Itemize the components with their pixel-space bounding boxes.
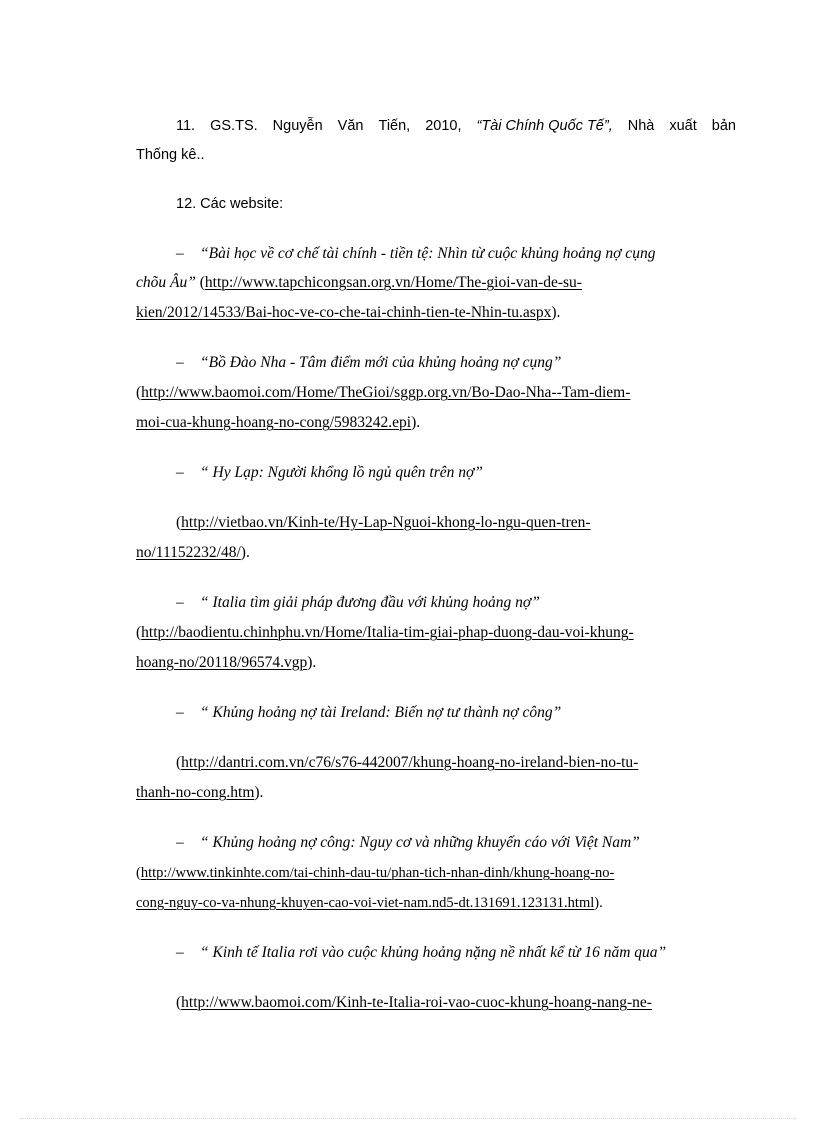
ref-11-line2: Thống kê.. xyxy=(136,147,205,163)
ref-item-title: – “ Kinh tế Italia rơi vào cuộc khủng hoảng nặng nề nhất kể từ 16 năm qua” xyxy=(176,944,667,961)
ref-item-line: (http://dantri.com.vn/c76/s76-442007/khung-hoang-no-ireland-bien-no-tu- xyxy=(176,754,639,771)
ref-item-title: – “ Khủng hoảng nợ công: Nguy cơ và những khuyến cáo với Việt Nam” xyxy=(176,834,640,851)
page-bottom-divider xyxy=(20,1118,796,1119)
ref-item-line: moi-cua-khung-hoang-no-cong/5983242.epi). xyxy=(136,414,421,431)
ref-author-name: Văn xyxy=(337,118,364,134)
dash-bullet: – xyxy=(176,834,184,851)
ref-12-heading: 12. Các website: xyxy=(176,196,284,212)
ref-item-title: – “ Italia tìm giải pháp đương đầu với khủng hoảng nợ” xyxy=(176,594,540,611)
ref-item-line: cong-nguy-co-va-nhung-khuyen-cao-voi-viet-nam.nd5-dt.131691.123131.html). xyxy=(136,895,603,911)
ref-item-title: – “ Hy Lạp: Người khổng lồ ngủ quên trên nợ” xyxy=(176,464,483,481)
ref-number: 11. xyxy=(176,118,196,134)
ref-item-line: (http://baodientu.chinhphu.vn/Home/Italia-tim-giai-phap-duong-dau-voi-khung- xyxy=(136,624,634,641)
ref-url-link[interactable]: http://www.baomoi.com/Kinh-te-Italia-roi-vao-cuoc-khung-hoang-nang-ne- xyxy=(181,994,652,1011)
dash-bullet: – xyxy=(176,944,184,961)
ref-publisher: Nhà xyxy=(627,118,655,134)
ref-item-title: – “Bồ Đào Nha - Tâm điểm mới của khủng hoảng nợ cụng” xyxy=(176,354,562,371)
ref-item-title-cont: chõu Âu” xyxy=(136,274,196,291)
ref-item-line: (http://www.tinkinhte.com/tai-chinh-dau-tu/phan-tich-nhan-dinh/khung-hoang-no- xyxy=(136,865,615,881)
ref-url-link[interactable]: moi-cua-khung-hoang-no-cong/5983242.epi xyxy=(136,414,412,431)
dash-bullet: – xyxy=(176,354,184,371)
ref-publisher: xuất xyxy=(669,118,697,134)
dash-bullet: – xyxy=(176,245,184,262)
ref-item-line: chõu Âu” (http://www.tapchicongsan.org.vn/Home/The-gioi-van-de-su- xyxy=(136,274,582,291)
ref-url-link[interactable]: no/11152232/48/ xyxy=(136,544,241,561)
ref-url-link[interactable]: http://www.tapchicongsan.org.vn/Home/The-gioi-van-de-su- xyxy=(204,274,582,291)
ref-item-line: kien/2012/14533/Bai-hoc-ve-co-che-tai-chinh-tien-te-Nhin-tu.aspx). xyxy=(136,304,561,321)
ref-item-line: (http://www.baomoi.com/Home/TheGioi/sggp.org.vn/Bo-Dao-Nha--Tam-diem- xyxy=(136,384,631,401)
ref-item-line: hoang-no/20118/96574.vgp). xyxy=(136,654,317,671)
ref-item-line: thanh-no-cong.htm). xyxy=(136,784,264,801)
ref-author-title: GS.TS. xyxy=(210,118,258,134)
ref-url-link[interactable]: http://vietbao.vn/Kinh-te/Hy-Lap-Nguoi-khong-lo-ngu-quen-tren- xyxy=(181,514,591,531)
dash-bullet: – xyxy=(176,464,184,481)
ref-author-name: Nguyễn xyxy=(272,118,323,134)
ref-item-title: – “ Khủng hoảng nợ tài Ireland: Biến nợ tư thành nợ công” xyxy=(176,704,562,721)
ref-year: 2010, xyxy=(425,118,462,134)
ref-item-line: (http://www.baomoi.com/Kinh-te-Italia-roi-vao-cuoc-khung-hoang-nang-ne- xyxy=(176,994,652,1011)
ref-publisher: bản xyxy=(711,118,736,134)
ref-url-link[interactable]: cong-nguy-co-va-nhung-khuyen-cao-voi-viet-nam.nd5-dt.131691.123131.html xyxy=(136,895,595,911)
ref-author-name: Tiến, xyxy=(378,118,411,134)
ref-url-link[interactable]: hoang-no/20118/96574.vgp xyxy=(136,654,308,671)
ref-item-line: no/11152232/48/). xyxy=(136,544,250,561)
ref-url-link[interactable]: http://baodientu.chinhphu.vn/Home/Italia-tim-giai-phap-duong-dau-voi-khung- xyxy=(141,624,634,641)
ref-url-link[interactable]: http://dantri.com.vn/c76/s76-442007/khung-hoang-no-ireland-bien-no-tu- xyxy=(181,754,639,771)
dash-bullet: – xyxy=(176,704,184,721)
ref-url-link[interactable]: http://www.tinkinhte.com/tai-chinh-dau-tu/phan-tich-nhan-dinh/khung-hoang-no- xyxy=(140,865,615,881)
ref-item-title: – “Bài học về cơ chế tài chính - tiền tệ: Nhìn từ cuộc khủng hoảng nợ cụng xyxy=(176,245,656,262)
ref-url-link[interactable]: thanh-no-cong.htm xyxy=(136,784,255,801)
ref-book-title: “Tài Chính Quốc Tế”, xyxy=(476,118,613,134)
ref-11-line1 xyxy=(176,116,736,136)
ref-item-line: (http://vietbao.vn/Kinh-te/Hy-Lap-Nguoi-khong-lo-ngu-quen-tren- xyxy=(176,514,591,531)
ref-url-link[interactable]: kien/2012/14533/Bai-hoc-ve-co-che-tai-chinh-tien-te-Nhin-tu.aspx xyxy=(136,304,552,321)
ref-url-link[interactable]: http://www.baomoi.com/Home/TheGioi/sggp.org.vn/Bo-Dao-Nha--Tam-diem- xyxy=(141,384,631,401)
dash-bullet: – xyxy=(176,594,184,611)
